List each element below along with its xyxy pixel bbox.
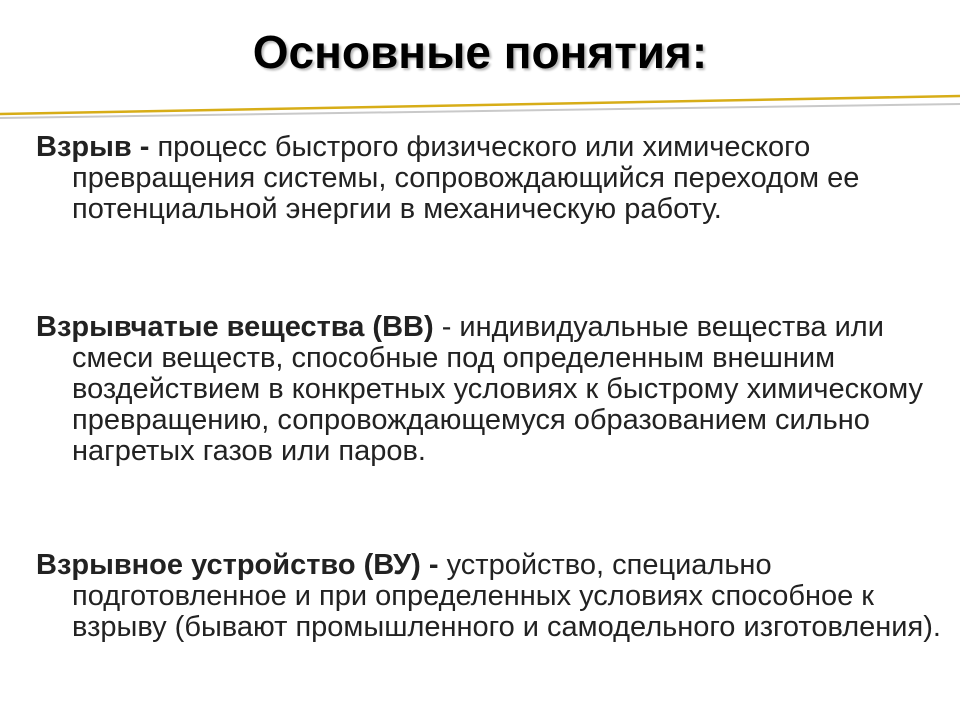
term-definition: устройство, специально подготовленное и при определенных условиях способное к взрыву (бывают промышленного и самодельного изготовления). <box>72 549 941 643</box>
term-separator: - <box>420 549 447 581</box>
slide-title: Основные понятия: <box>252 26 708 78</box>
term-name: Взрывчатые вещества (ВВ) <box>36 311 434 343</box>
term-name: Взрыв <box>36 131 132 163</box>
term-name: Взрывное устройство (ВУ) <box>36 549 421 581</box>
definition-explosive-device <box>36 550 952 643</box>
term-definition: процесс быстрого физического или химического превращения системы, сопровождающийся переходом ее потенциальной энергии в механическую работу. <box>72 131 860 225</box>
underline-shadow <box>0 104 960 118</box>
term-separator: - <box>433 311 460 343</box>
definition-explosives <box>36 312 952 467</box>
definition-explosion <box>36 132 952 225</box>
term-definition: индивидуальные вещества или смеси веществ, способные под определенным внешним воздействием в конкретных условиях к быстрому химическому превращению, сопровождающемуся образованием сильно нагретых газов или паров. <box>72 311 924 467</box>
underline-gold <box>0 96 960 114</box>
term-separator: - <box>131 131 158 163</box>
